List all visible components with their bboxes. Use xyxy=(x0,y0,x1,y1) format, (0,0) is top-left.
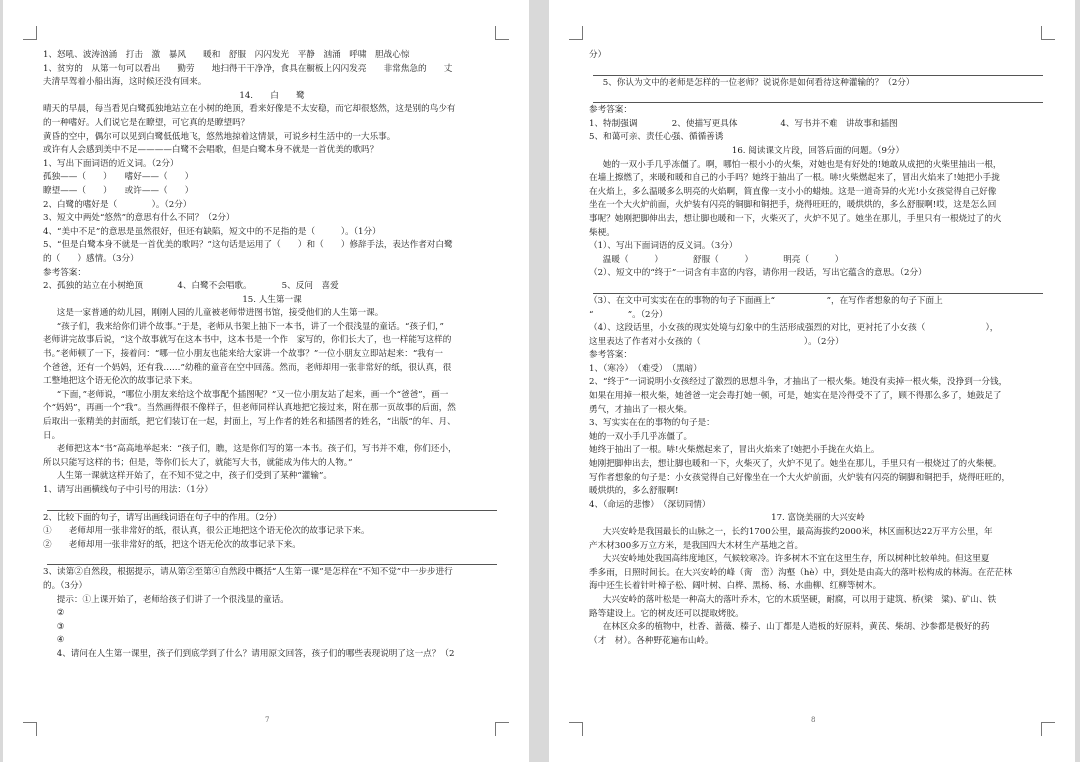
text-line: 工整地把这个语无伦次的故事记录下来。 xyxy=(43,376,198,387)
text-line: 1、怒吼、波涛汹涌 打击 激 暴风 暖和 舒服 闪闪发光 平静 汹涌 呼啸 胆战心惊 xyxy=(43,50,410,60)
text-line: 3、短文中两处“悠然”的意思有什么不同？（2分） xyxy=(43,213,235,224)
text-line: （1）、写出下面词语的反义词。（3分） xyxy=(589,241,738,252)
page-text xyxy=(589,49,1047,648)
text-line: 大兴安岭地处我国高纬度地区，气候较寒冷。许多树木不宜在这里生存，所以树种比较单纯。但这里夏 xyxy=(602,554,990,565)
text-line: 温暖（ ） 舒服（ ） 明亮（ ） xyxy=(602,254,844,265)
text-line: 大兴安岭的落叶松是一种高大的落叶乔木，它的木质坚硬，耐腐，可以用于建筑、桥(梁 粱)、矿山、铁 xyxy=(602,594,997,605)
text-line: 路等建设上。它的树皮还可以提取烤胶。 xyxy=(589,608,744,619)
section-title: 14. 白 鹭 xyxy=(239,90,305,101)
text-line: （3）、在文中可实实在在的事物的句子下面画上“ ”，在写作者想象的句子下面上 xyxy=(589,295,943,306)
text-line: 书。”老师顿了一下，接着问：“哪一位小朋友也能来给大家讲一个故事？”一位小朋友立即站起来：“我有一 xyxy=(43,349,443,360)
text-line: 暖烘烘的，多么舒服啊! xyxy=(589,486,679,497)
text-line: 3、读第②自然段，根据提示，请从第②至第④自然段中概括“人生第一课”是怎样在“不知不觉”中一步步进行 xyxy=(43,567,453,578)
text-line: 季多雨，日照时间长。在大兴安岭的峰（脔 峦）沟壑（hè）中，到处是由高大的落叶松构成的林海。在茫茫林 xyxy=(589,567,1013,578)
text-line: 的。（3分） xyxy=(43,580,88,591)
text-line: 坐在一个大火炉前面，火炉装有闪亮的铜脚和铜把手，烧得旺旺的，暖烘烘的，多么舒服啊!哎，这是怎么回 xyxy=(589,200,997,211)
text-line: 在火焰上，多么温暖多么明亮的火焰啊，简直像一支小小的蜡烛。这是一道奇异的火光!小女孩觉得自己好像 xyxy=(589,186,997,197)
answer-line[interactable] xyxy=(593,281,1043,294)
text-line: 5、“但是白鹭本身不就是一首优美的歌吗？”这句话是运用了（ ）和（ ）修辞手法，表达作者对白鹭 xyxy=(43,240,453,251)
answer-line[interactable] xyxy=(47,498,497,511)
text-line: 分） xyxy=(589,50,607,60)
text-line: 如果在用掉一根火柴，她爸爸一定会毒打她一顿，可是，她实在是冷得受不了了，顾不得那么多了，她鼓足了 xyxy=(589,391,1002,402)
corner-mark xyxy=(495,26,509,40)
page-text xyxy=(43,49,501,662)
corner-mark xyxy=(1041,26,1055,40)
corner-mark xyxy=(1041,722,1055,736)
text-line: 在林区众多的植物中，杜香、蔷薇、榛子、山丁都是人造板的好原料，黄芪、柴胡、沙参都是极好的药 xyxy=(602,622,990,633)
text-line: 1、特制强调 2、使描写更具体 4、写书并不难 讲故事和插图 xyxy=(589,118,898,129)
text-line: 4、（命运的悲惨） （深切同情） xyxy=(589,499,711,510)
text-line: “下面，”老师说，“哪位小朋友来给这个故事配个插图呢？”又一位小朋友站了起来，画一个“爸爸”，画一 xyxy=(56,389,449,400)
text-line: 这里表达了作者对小女孩的（ ）。（2分） xyxy=(589,336,844,347)
answer-line[interactable] xyxy=(593,63,1043,76)
text-line: “孩子们，我来给你们讲个故事。”于是，老师从书架上抽下一本书，讲了一个很浅显的童话。“孩子们，” xyxy=(56,321,444,332)
text-line: 5、和蔼可亲、责任心强、循循善诱 xyxy=(589,132,724,143)
page-number: 8 xyxy=(811,716,816,724)
section-title: 15. 人生第一课 xyxy=(242,294,302,305)
text-line: （才 材）。各种野花遍布山岭。 xyxy=(589,635,714,646)
text-line: 产木材300多万立方米，是我国四大木材生产基地之首。 xyxy=(589,540,804,551)
text-line: 人生第一课就这样开始了，在不知不觉之中，孩子们受到了某种“灌输”。 xyxy=(56,471,332,482)
text-line: ④ xyxy=(56,635,65,646)
text-line: 2、孤独的站立在小树绝顶 4、白鹭不会唱歌。 5、反问 喜爱 xyxy=(43,281,339,292)
text-line: 这是一家普通的幼儿园，刚刚人园的儿童被老师带进图书馆，接受他们的人生第一课。 xyxy=(56,308,384,319)
document-page-left xyxy=(3,0,529,762)
text-line: 在墙上擦燃了，来暖和暖和自己的小手吗？她终于抽出了一根。哧!火柴燃起来了，冒出火焰来了!她把小手拢 xyxy=(589,173,1000,184)
text-line: 个爸爸，还有一个妈妈，还有我……”幼稚的童音在空中回荡。然而，老师却用一张非常好的纸，很认真，很 xyxy=(43,362,452,373)
text-line: 的（ ）感情。（3分） xyxy=(43,253,139,264)
text-line: 参考答案： xyxy=(589,350,632,361)
text-line: 写作者想象的句子是：小女孩觉得自己好像坐在一个大火炉前面，火炉装有闪亮的铜脚和铜把手，烧得旺旺的， xyxy=(589,472,1011,483)
text-line: “ ”。（2分） xyxy=(589,309,668,320)
corner-mark xyxy=(23,26,37,40)
text-line: 参考答案： xyxy=(43,267,86,278)
page-number: 7 xyxy=(265,716,270,724)
text-line: 4、请问在人生第一课里，孩子们到底学到了什么？请用原文回答，孩子们的哪些表现说明了这一点？（2 xyxy=(56,648,455,659)
answer-line[interactable] xyxy=(593,90,1043,103)
text-line: 参考答案： xyxy=(589,105,632,116)
document-page-right xyxy=(549,0,1075,762)
corner-mark xyxy=(569,26,583,40)
text-line: 1、请写出画横线句子中引号的用法：（1分） xyxy=(43,485,213,495)
text-line: 老师把这本“书”高高地举起来：“孩子们，瞧，这是你们写的第一本书。孩子们，写书并不难，你们还小， xyxy=(56,444,457,455)
text-line: 2、白鹭的嗜好是（ ）。（2分） xyxy=(43,199,192,210)
text-line: 瞭望——（ ） 或许——（ ） xyxy=(43,185,194,196)
text-line: （2）、短文中的“终于”一词含有丰富的内容，请你用一段话，写出它蕴含的意思。（2分） xyxy=(589,268,927,279)
text-line: 老师讲完故事后说，“这个故事就写在这本书中，这本书是一个作 家写的，你们长大了，也一样能写这样的 xyxy=(43,335,452,346)
section-title: 17. 富饶美丽的大兴安岭 xyxy=(771,513,865,524)
text-line: 黄昏的空中，偶尔可以见到白鹭低低地飞，悠然地掠着这情景，可说乡村生活中的一大乐事。 xyxy=(43,131,396,142)
answer-line[interactable] xyxy=(47,552,497,565)
text-line: 她终于抽出了一根。哧!火柴燃起来了，冒出火焰来了!她把小手拢在火焰上。 xyxy=(589,445,880,456)
text-line: 或许有人会感到美中不足————白鹭不会唱歌，但是白鹭本身不就是一首优美的歌吗？ xyxy=(43,145,379,156)
text-line: 4、“美中不足”的意思是虽然很好，但还有缺陷，短文中的不足指的是（ ）。（1分） xyxy=(43,226,381,237)
text-line: 日。 xyxy=(43,430,61,441)
text-line: 大兴安岭是我国最长的山脉之一，长约1700公里，最高海拔约2000米，林区面积达22万平方公里，年 xyxy=(602,527,993,537)
text-line: 提示：①上课开始了，老师给孩子们讲了一个很浅显的童话。 xyxy=(56,594,289,605)
text-line: 夫清早驾着小船出海，这时候还没有回来。 xyxy=(43,77,207,88)
text-line: 后取出一张精美的封面纸，把它们装订在一起，封面上，写上作者的姓名和插图者的姓名，“出版”的年、月、 xyxy=(43,417,456,428)
text-line: 5、你认为文中的老师是怎样的一位老师？说说你是如何看待这种灌输的？（2分） xyxy=(602,77,915,88)
text-line: 她的一双小手几乎冻僵了。 xyxy=(589,431,693,442)
text-line: （4）、这段话里，小女孩的现实处境与幻象中的生活形成强烈的对比，更衬托了小女孩（ ）， xyxy=(589,323,999,334)
section-title: 16. 阅读课文片段，回答后面的问题。（9分） xyxy=(731,145,905,156)
text-line: 她刚把脚伸出去，想让脚也暖和一下，火柴灭了，火炉不见了。她坐在那儿，手里只有一根烧过了的火柴梗。 xyxy=(589,459,1002,470)
text-line: 个“妈妈”，再画一个“我”。当然画得很不像样子，但老师同样认真地把它接过来，附在那一页故事的后面，然 xyxy=(43,403,456,414)
text-line: 她的一双小手几乎冻僵了。啊，哪怕一根小小的火柴，对她也是有好处的!她敢从成把的火柴里抽出一根， xyxy=(602,159,1002,170)
corner-mark xyxy=(23,722,37,736)
text-line: 孤独——（ ） 嗜好——（ ） xyxy=(43,172,194,183)
corner-mark xyxy=(495,722,509,736)
text-line: ② 老师却用一张非常好的纸，把这个语无伦次的故事记录下来。 xyxy=(43,539,301,550)
text-line: ③ xyxy=(56,621,65,632)
text-line: 2、“终于”一词说明小女孩经过了激烈的思想斗争，才抽出了一根火柴。她没有卖掉一根火柴，没挣到一分钱， xyxy=(589,377,1008,388)
text-line: 1、贫穷的 从第一句可以看出 勤劳 地扫得干干净净，食具在橱板上闪闪发亮 非常焦急的 丈 xyxy=(43,63,453,74)
text-line: ① 老师却用一张非常好的纸，很认真，很公正地把这个语无伦次的故事记录下来。 xyxy=(43,526,370,537)
text-line: 1、（寒冷） （难受） （黑暗） xyxy=(589,363,702,374)
text-line: 勇气，才抽出了一根火柴。 xyxy=(589,404,693,415)
corner-mark xyxy=(569,722,583,736)
text-line: 3、写实实在在的事物的句子是： xyxy=(589,418,715,429)
text-line: 晴天的早晨，每当看见白鹭孤独地站立在小树的绝顶，看来好像是不太安稳，而它却很悠然，这是别的鸟少有 xyxy=(43,104,456,115)
text-line: ② xyxy=(56,608,65,619)
text-line: 2、比较下面的句子，请写出画线词语在句子中的作用。（2分） xyxy=(43,512,282,523)
text-line: 事呢？她刚把脚伸出去，想让脚也暖和一下，火柴灭了，火炉不见了。她坐在那儿，手里只有一根烧过了的火 xyxy=(589,213,1002,224)
text-line: 柴梗。 xyxy=(589,227,615,238)
text-line: 的一种嗜好。人们说它是在瞭望，可它真的是瞭望吗？ xyxy=(43,117,250,128)
text-line: 所以只能写这样的书；但是，等你们长大了，就能写大书，就能成为伟大的人物。” xyxy=(43,457,353,468)
text-line: 海中还生长着针叶樟子松、阔叶树、白桦、黑杨、杨、水曲柳、红柳等树木。 xyxy=(589,581,882,592)
text-line: 1、写出下面词语的近义词。（2分） xyxy=(43,158,179,169)
